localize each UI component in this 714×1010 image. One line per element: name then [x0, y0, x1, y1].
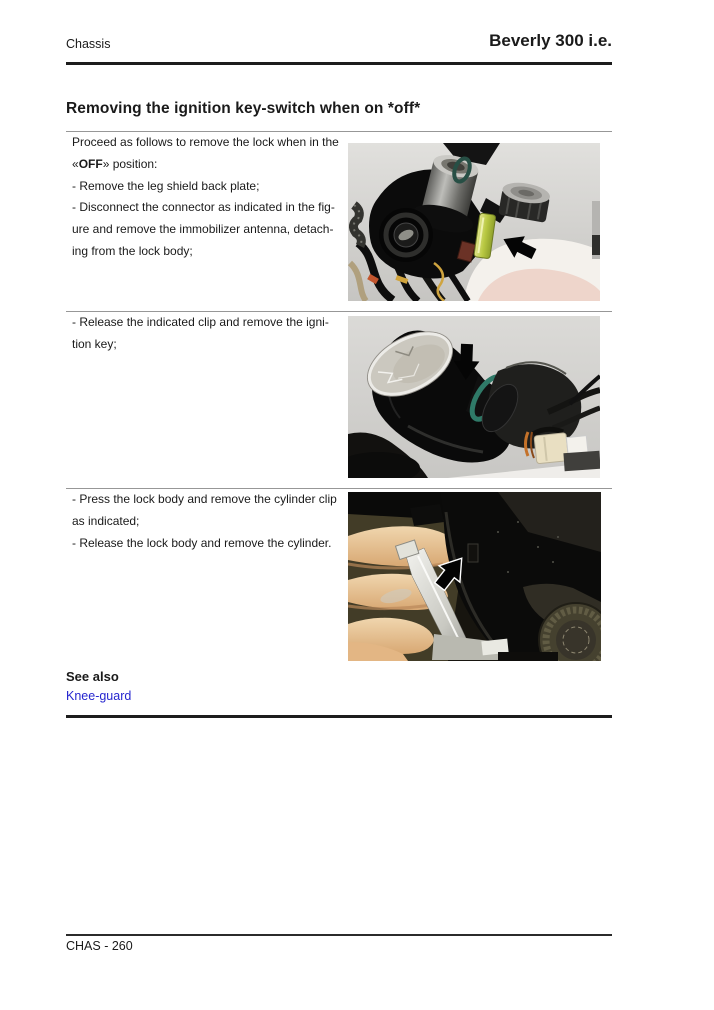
knee-guard-link[interactable]: Knee-guard [66, 689, 132, 703]
footer-page-code: CHAS - 260 [66, 939, 133, 953]
step-1-instructions [72, 132, 362, 263]
page-title: Removing the ignition key-switch when on *off* [66, 100, 421, 117]
instruction-line: - Release the indicated clip and remove the igni- [72, 315, 329, 329]
header-section-label: Chassis [66, 37, 111, 51]
instruction-line: - Remove the leg shield back plate; [72, 178, 260, 193]
footer-rule [66, 934, 612, 936]
instruction-line: - Disconnect the connector as indicated in the fig- [72, 200, 335, 215]
instruction-line: ing from the lock body; [72, 243, 193, 258]
see-also-heading: See also [66, 669, 119, 684]
off-line-rest: » position: [102, 156, 158, 171]
figure-lock-body-clip-photo [348, 316, 600, 478]
instruction-line: tion key; [72, 336, 117, 351]
off-term: OFF [78, 156, 103, 171]
header-rule [66, 62, 612, 65]
instruction-line: - Release the lock body and remove the cylinder. [72, 535, 332, 550]
header-model-title: Beverly 300 i.e. [489, 31, 612, 50]
step-2-instructions [72, 312, 362, 356]
figure-ignition-switch-connector-photo [348, 143, 600, 301]
guillemet-open: « [72, 156, 79, 171]
instruction-line-off-position [72, 154, 362, 176]
instruction-line: - Press the lock body and remove the cylinder clip [72, 492, 337, 506]
instruction-line: ure and remove the immobilizer antenna, detach- [72, 222, 334, 237]
step-3-instructions [72, 489, 362, 554]
instruction-line: Proceed as follows to remove the lock when in the [72, 135, 339, 149]
instruction-line: as indicated; [72, 513, 140, 528]
figure-cylinder-clip-hand-photo [348, 492, 601, 661]
section-end-rule [66, 715, 612, 718]
